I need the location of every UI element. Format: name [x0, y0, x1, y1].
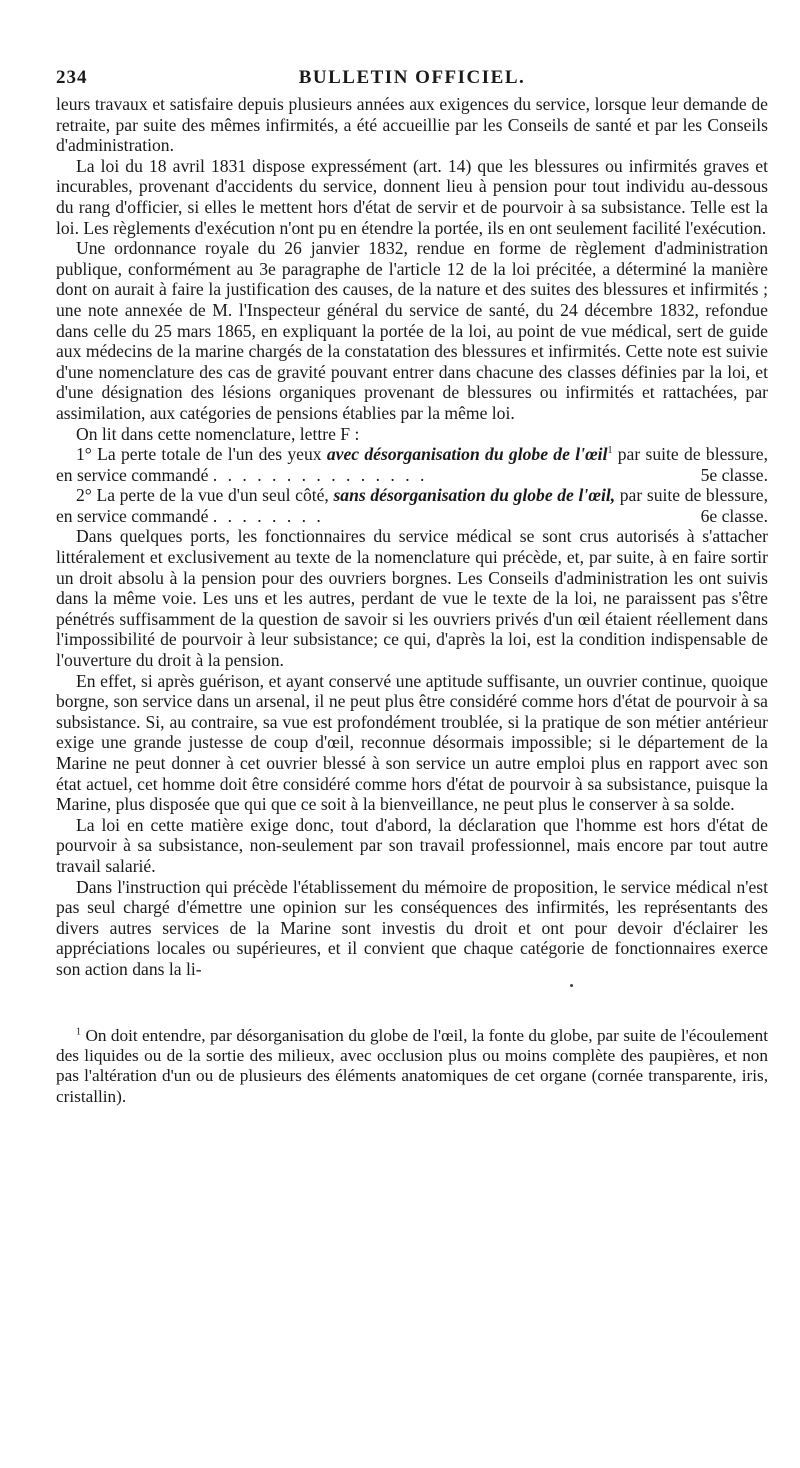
footnote-text: On doit entendre, par désorganisation du globe de l'œil, la fonte du globe, par suite de l'écoulement des liquides ou de la sortie des milieux, avec occlusion plus ou moins complète des paupières, et non pas l'altération d'un ou de plusieurs des éléments anatomiques de cet organe (cornée transparente, iris, cristallin). — [56, 1025, 768, 1106]
paragraph: Dans quelques ports, les fonctionnaires du service médical se sont crus autorisés à s'attacher littéralement et exclusivement au texte de la nomenclature qui précède, et, par suite, à en faire sortir un droit absolu à la pension pour des ouvriers borgnes. Les Conseils d'administration les ont suivis dans la même voie. Les uns et les autres, perdant de vue le texte de la loi, ne paraissent pas s'être pénétrés suffisamment de la question de savoir si les ouvriers privés d'un œil étaient réellement dans l'impossibilité de pourvoir à leur subsistance; ce qui, d'après la loi, est la condition indispensable de l'ouverture du droit à la pension. — [56, 526, 768, 671]
list-item — [56, 444, 768, 485]
paragraph: Dans l'instruction qui précède l'établissement du mémoire de proposition, le service médical n'est pas seul chargé d'émettre une opinion sur les conséquences des infirmités, les représentants des divers autres services de la Marine sont investis du droit et ont pour devoir d'éclairer les appréciations locales ou supérieures, et il convient que chaque catégorie de fonctionnaires exerce son action dans la li- — [56, 876, 768, 979]
list-item — [56, 485, 768, 526]
footnote-separator — [56, 980, 768, 1026]
paragraph: Une ordonnance royale du 26 janvier 1832, rendue en forme de règlement d'administration publique, conformément au 3e paragraphe de l'article 12 de la loi précitée, a déterminé la manière dont on aurait à faire la justification des causes, de la nature et des suites des blessures et infirmités ; une note annexée de M. l'Inspecteur général du service de santé, du 24 décembre 1832, refondue dans celle du 25 mars 1865, en expliquant la portée de la loi, au point de vue médical, sert de guide aux médecins de la marine chargés de la constatation des blessures et infirmités. Cette note est suivie d'une nomenclature des cas de gravité pouvant entrer dans chacune des classes définies par la loi, et d'une désignation des lésions organiques provenant de blessures ou infirmités et rattachées, par assimilation, aux catégories de pensions établies par la même loi. — [56, 238, 768, 423]
paragraph: La loi du 18 avril 1831 dispose expressément (art. 14) que les blessures ou infirmités graves et incurables, provenant d'accidents du service, donnent lieu à pension pour tout individu au-dessous du rang d'officier, si elles le mettent hors d'état de servir et de pourvoir à sa subsistance. Telle est la loi. Les règlements d'exécution n'ont pu en étendre la portée, ils en ont seulement facilité l'exécution. — [56, 155, 768, 238]
dot-leader: . . . . . . . . . . . . . . . — [212, 464, 428, 485]
ink-dot — [570, 984, 573, 987]
paragraph: leurs travaux et satisfaire depuis plusieurs années aux exigences du service, lorsque leur demande de retraite, par suite des mêmes infirmités, a été accueillie par les Conseils de santé et par les Conseils d'administration. — [56, 94, 768, 156]
document-page — [56, 60, 768, 1107]
footnote — [56, 1026, 768, 1108]
page-header — [56, 60, 768, 94]
footnote-mark: 1 — [76, 1025, 81, 1037]
pension-class: 5e classe. — [700, 464, 768, 485]
running-title: BULLETIN OFFICIEL. — [298, 67, 526, 88]
list-item-text: par suite de blessure, en service commandé — [56, 444, 768, 485]
list-item-emphasis: avec désorganisation du globe de l'œil — [326, 444, 608, 465]
list-item-text: par suite de blessure, en service commandé — [56, 485, 768, 526]
dot-leader: . . . . . . . . — [212, 505, 324, 526]
page-number: 234 — [56, 67, 88, 88]
footnote-ref[interactable]: 1 — [607, 445, 613, 457]
pension-class: 6e classe. — [700, 505, 768, 526]
list-item-text: 2° La perte de la vue d'un seul côté, — [76, 485, 334, 506]
paragraph: La loi en cette matière exige donc, tout d'abord, la déclaration que l'homme est hors d'état de pourvoir à sa subsistance, non-seulement par son travail professionnel, mais encore par tout autre travail salarié. — [56, 814, 768, 876]
list-item-text: 1° La perte totale de l'un des yeux — [76, 444, 327, 465]
paragraph: En effet, si après guérison, et ayant conservé une aptitude suffisante, un ouvrier continue, quoique borgne, son service dans un arsenal, il ne peut plus être considéré comme hors d'état de pourvoir à sa subsistance. Si, au contraire, sa vue est profondément troublée, si la pratique de son métier antérieur exige une grande justesse de coup d'œil, reconnue désormais impossible; si le département de la Marine ne peut donner à cet ouvrier blessé à son service un autre emploi plus en rapport avec son état actuel, cet homme doit être considéré comme hors d'état de pourvoir à sa subsistance, puisque la Marine, plus disposée que qui que ce soit à la bienveillance, ne peut plus le conserver à sa solde. — [56, 670, 768, 815]
paragraph: On lit dans cette nomenclature, lettre F : — [76, 423, 360, 444]
list-item-emphasis: sans désorganisation du globe de l'œil, — [333, 485, 616, 506]
